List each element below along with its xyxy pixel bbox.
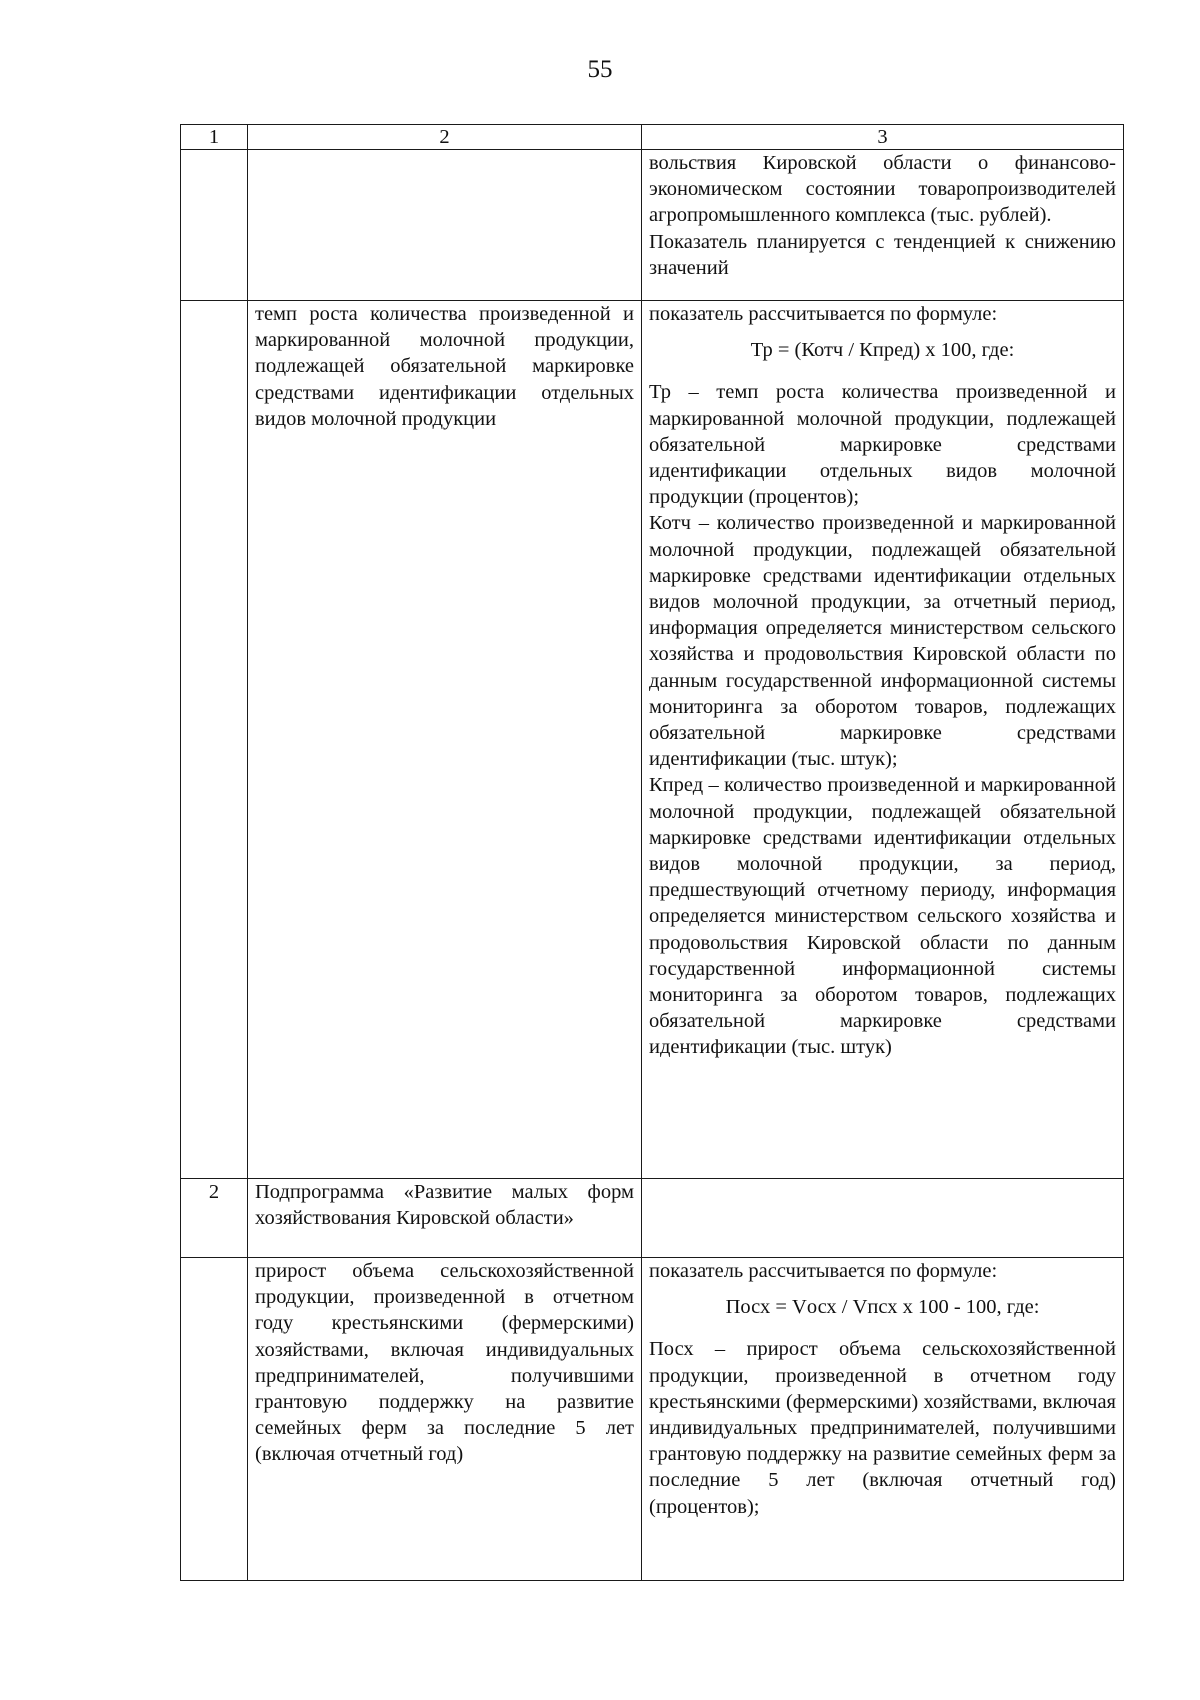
- formula-intro: показатель рассчитывается по формуле:: [649, 1260, 998, 1282]
- row-number: 2: [181, 1179, 248, 1258]
- definition-paragraph: Кпред – количество произведенной и маркированной молочной продукции, подлежащей обязательной маркировке средствами идентификации отдельных видов молочной продукции, за период, предшествующий отчетному периоду, информация определяется министерством сельского хозяйства и продовольствия Кировской области по данным государственной информационной системы мониторинга за оборотом товаров, подлежащих обязательной маркировке средствами идентификации (тыс. штук): [649, 774, 1116, 1059]
- cell-number-empty: [181, 301, 248, 1179]
- indicator-method: [642, 301, 1124, 1179]
- cell-name-empty: [248, 150, 642, 301]
- continuation-paragraph: Показатель планируется с тенденцией к снижению значений: [649, 230, 1116, 279]
- column-header-2: 2: [248, 125, 642, 150]
- column-header-3: 3: [642, 125, 1124, 150]
- indicator-name: темп роста количества произведенной и маркированной молочной продукции, подлежащей обязательной маркировке средствами идентификации отдельных видов молочной продукции: [248, 301, 642, 1179]
- table-row-subprogram: [181, 1179, 1124, 1258]
- subprogram-title: Подпрограмма «Развитие малых форм хозяйствования Кировской области»: [248, 1179, 642, 1258]
- indicator-method: [642, 1258, 1124, 1581]
- definition-paragraph: Тр – темп роста количества произведенной и маркированной молочной продукции, подлежащей обязательной маркировке средствами идентификации отдельных видов молочной продукции (процентов);: [649, 381, 1116, 509]
- definition-paragraph: Котч – количество произведенной и маркированной молочной продукции, подлежащей обязательной маркировке средствами идентификации отдельных видов молочной продукции, за отчетный период, информация определяется министерством сельского хозяйства и продовольствия Кировской области по данным государственной информационной системы мониторинга за оборотом товаров, подлежащих обязательной маркировке средствами идентификации (тыс. штук);: [649, 512, 1116, 771]
- table-row-continuation: [181, 150, 1124, 301]
- indicator-name: прирост объема сельскохозяйственной продукции, произведенной в отчетном году крестьянскими (фермерскими) хозяйствами, включая индивидуальных предпринимателей, получившими грантовую поддержку на развитие семейных ферм за последние 5 лет (включая отчетный год): [248, 1258, 642, 1581]
- indicator-table: [180, 124, 1124, 1581]
- cell-number-empty: [181, 1258, 248, 1581]
- formula: Тр = (Котч / Кпред) х 100, где:: [750, 339, 1015, 362]
- column-header-1: 1: [181, 125, 248, 150]
- formula-intro: показатель рассчитывается по формуле:: [649, 303, 998, 325]
- cell-empty: [642, 1179, 1124, 1258]
- cell-continuation-text: [642, 150, 1124, 301]
- table-row-agri-indicator: [181, 1258, 1124, 1581]
- table-header-row: [181, 125, 1124, 150]
- cell-number-empty: [181, 150, 248, 301]
- definition-paragraph: Посх – прирост объема сельскохозяйственной продукции, произведенной в отчетном году крестьянскими (фермерскими) хозяйствами, включая индивидуальных предпринимателей, получившими грантовую поддержку на развитие семейных ферм за последние 5 лет (включая отчетный год) (процентов);: [649, 1338, 1116, 1518]
- table-row-milk-indicator: [181, 301, 1124, 1179]
- continuation-paragraph: вольствия Кировской области о финансово-экономическом состоянии товаропроизводителей агропромышленного комплекса (тыс. рублей).: [649, 152, 1116, 227]
- page-number: 55: [587, 56, 613, 83]
- formula: Посх = Vосх / Vпсх х 100 - 100, где:: [725, 1296, 1040, 1319]
